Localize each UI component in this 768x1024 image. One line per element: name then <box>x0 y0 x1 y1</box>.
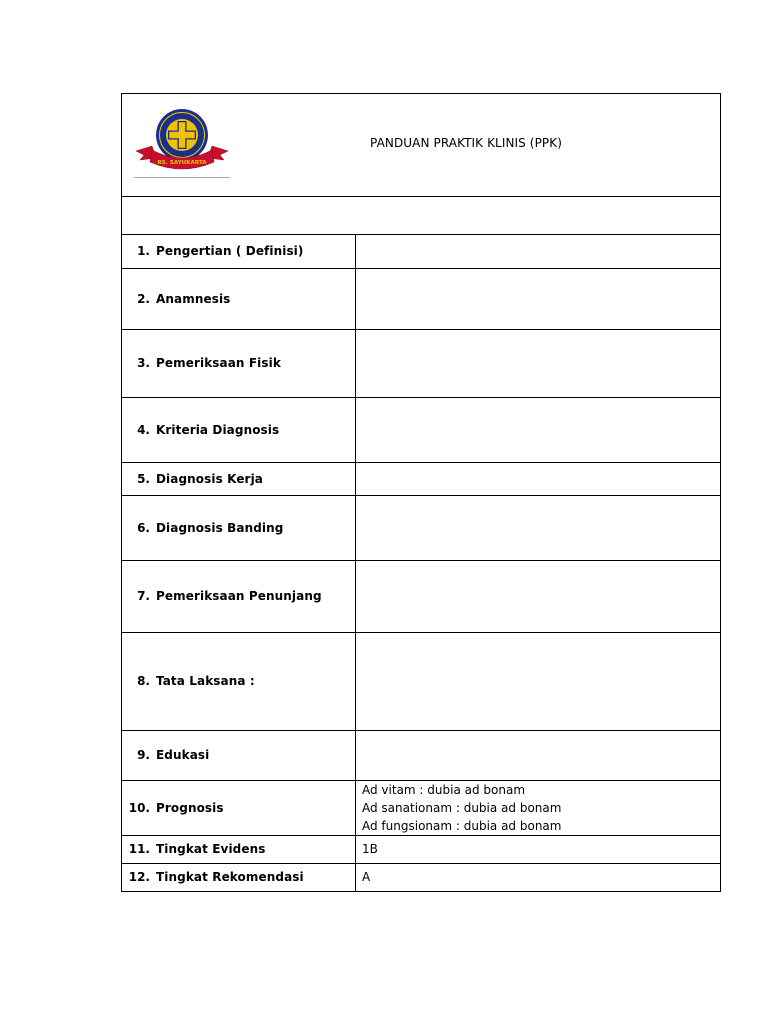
row-value <box>356 632 721 730</box>
row-value <box>356 495 721 560</box>
row-label <box>122 397 356 462</box>
hospital-logo <box>134 108 230 178</box>
row-value-line: A <box>362 870 371 885</box>
table-row <box>122 462 720 495</box>
blank-row <box>122 197 720 235</box>
row-number: 1. <box>137 244 150 259</box>
table-row <box>122 730 720 780</box>
table-row <box>122 560 720 632</box>
row-label <box>122 462 356 495</box>
row-label <box>122 495 356 560</box>
row-value <box>356 397 721 462</box>
row-value <box>356 835 721 863</box>
row-label-text: Prognosis <box>156 800 224 815</box>
row-number: 3. <box>137 356 150 370</box>
row-number: 6. <box>137 520 150 535</box>
row-value-line: Ad sanationam : dubia ad bonam <box>362 800 562 815</box>
row-value-line: Ad vitam : dubia ad bonam <box>362 782 526 797</box>
row-value <box>356 235 721 268</box>
row-number: 12. <box>128 870 150 885</box>
row-label <box>122 780 356 835</box>
row-label-text: Kriteria Diagnosis <box>156 422 280 437</box>
row-value <box>356 780 721 835</box>
logo-ribbon-text: RS. SAYUKARTA <box>157 160 207 166</box>
row-number: 10. <box>128 800 150 815</box>
ppk-document <box>121 93 721 892</box>
row-value <box>356 268 721 329</box>
row-value-line: Ad fungsionam : dubia ad bonam <box>362 818 562 833</box>
table-row <box>122 780 720 835</box>
row-number: 2. <box>137 291 150 306</box>
row-label-text: Diagnosis Kerja <box>156 471 263 486</box>
row-label <box>122 560 356 632</box>
row-number: 8. <box>137 674 150 688</box>
row-label-text: Diagnosis Banding <box>156 520 284 535</box>
logo-underline <box>134 177 230 178</box>
row-number: 11. <box>128 842 150 856</box>
row-label <box>122 329 356 397</box>
row-label-text: Pemeriksaan Penunjang <box>156 589 322 603</box>
row-label-text: Pemeriksaan Fisik <box>156 356 281 370</box>
row-value <box>356 462 721 495</box>
row-label-text: Tingkat Evidens <box>156 842 266 856</box>
row-label <box>122 863 356 891</box>
page-title: PANDUAN PRAKTIK KLINIS (PPK) <box>370 136 563 150</box>
table-row <box>122 329 720 397</box>
row-label <box>122 268 356 329</box>
row-number: 5. <box>137 471 150 486</box>
table-row <box>122 495 720 560</box>
table-row <box>122 632 720 730</box>
row-value <box>356 560 721 632</box>
row-label-text: Tata Laksana : <box>156 674 255 688</box>
row-number: 7. <box>137 589 150 603</box>
table-row <box>122 397 720 462</box>
row-number: 9. <box>137 748 150 762</box>
table-row <box>122 863 720 891</box>
row-label <box>122 632 356 730</box>
row-label <box>122 235 356 268</box>
row-value-line: 1B <box>362 842 378 856</box>
table-row <box>122 235 720 268</box>
document-header <box>122 94 720 197</box>
row-number: 4. <box>137 422 150 437</box>
row-value <box>356 329 721 397</box>
row-label-text: Tingkat Rekomendasi <box>156 870 304 885</box>
table-row <box>122 268 720 329</box>
row-label-text: Anamnesis <box>156 291 231 306</box>
row-value <box>356 863 721 891</box>
table-row <box>122 835 720 863</box>
row-label-text: Edukasi <box>156 748 210 762</box>
row-label <box>122 835 356 863</box>
row-label-text: Pengertian ( Definisi) <box>156 244 304 259</box>
row-value <box>356 730 721 780</box>
ppk-table <box>122 235 720 891</box>
row-label <box>122 730 356 780</box>
